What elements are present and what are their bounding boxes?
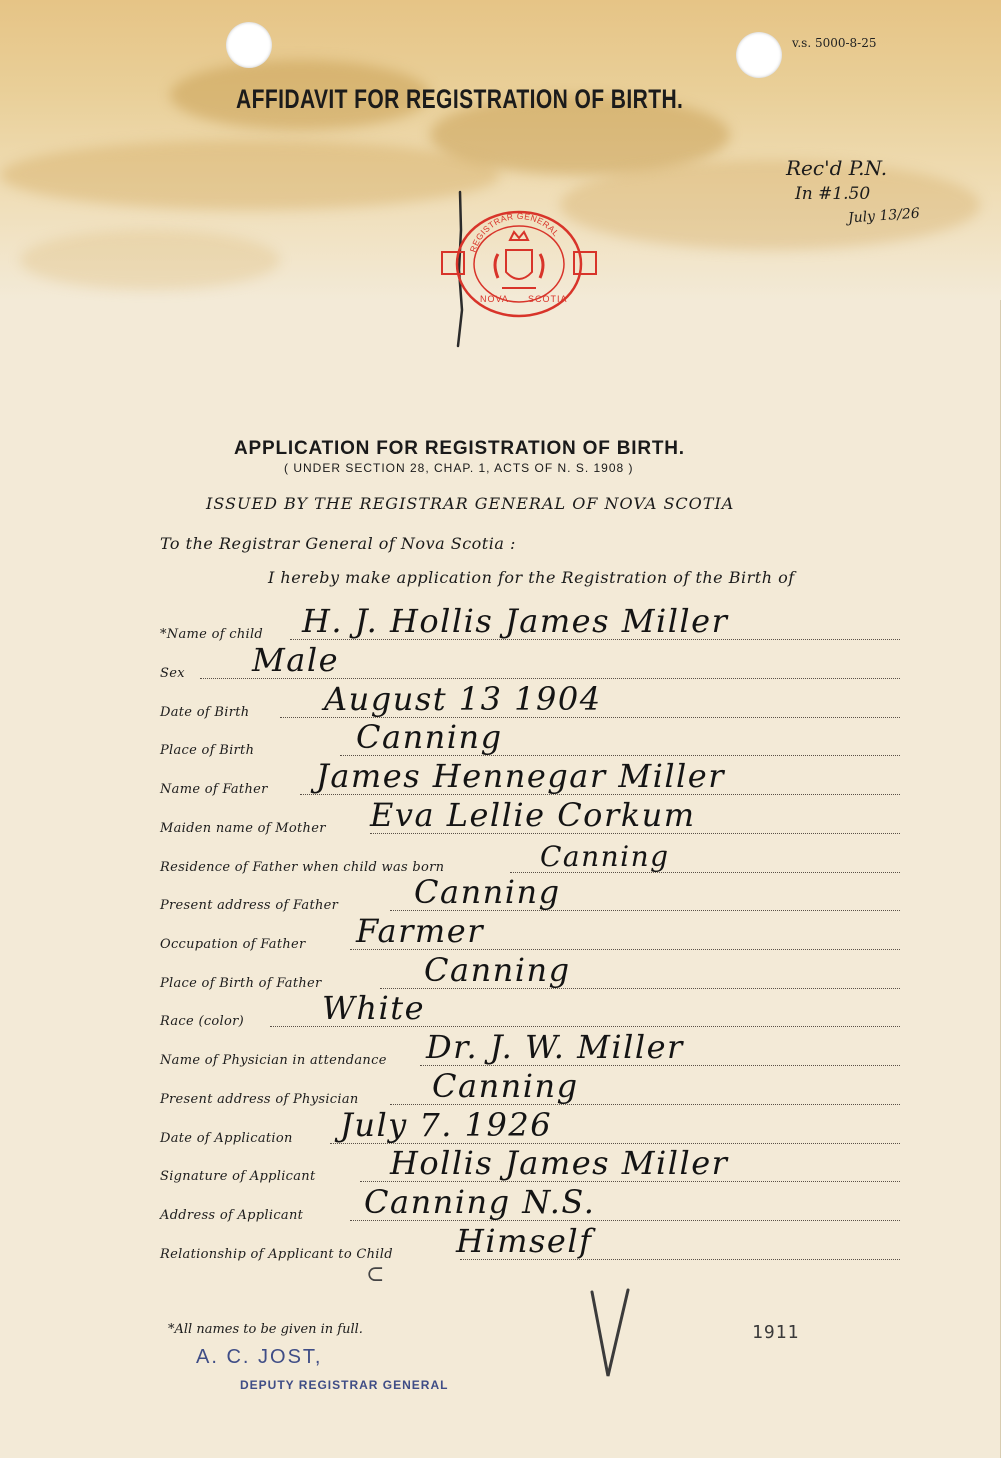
form-field-row: [160, 718, 900, 762]
field-label: Place of Birth of Father: [160, 976, 322, 991]
stamp-name: A. C. JOST,: [196, 1346, 323, 1368]
form-field-row: [160, 641, 900, 685]
handwritten-value: White: [322, 989, 426, 1027]
field-label: Signature of Applicant: [160, 1169, 316, 1184]
handwritten-value: Canning: [414, 873, 561, 911]
form-field-row: [160, 873, 900, 917]
stamp-title: DEPUTY REGISTRAR GENERAL: [240, 1378, 449, 1392]
form-field-row: [160, 1144, 900, 1188]
form-field-row: [160, 912, 900, 956]
form-field-row: [160, 1067, 900, 1111]
water-stain: [20, 230, 280, 290]
form-field-row: [160, 1028, 900, 1072]
margin-note-fee: In #1.50: [795, 184, 871, 204]
form-field-row: [160, 757, 900, 801]
affidavit-title: AFFIDAVIT FOR REGISTRATION OF BIRTH.: [236, 84, 684, 114]
punch-hole: [736, 32, 782, 78]
margin-note-date: July 13/26: [847, 205, 921, 227]
handwritten-value: Dr. J. W. Miller: [426, 1028, 684, 1066]
salutation: To the Registrar General of Nova Scotia :: [160, 534, 516, 553]
handwritten-value: Canning: [432, 1067, 579, 1105]
handwritten-value: Eva Lellie Corkum: [370, 796, 696, 834]
form-field-row: [160, 680, 900, 724]
field-label: *Name of child: [160, 627, 264, 642]
field-label: Present address of Physician: [160, 1092, 359, 1107]
handwritten-value: Canning: [424, 951, 571, 989]
document-number: 1911: [752, 1322, 800, 1343]
field-label: Address of Applicant: [160, 1208, 304, 1223]
field-label: Race (color): [160, 1014, 244, 1029]
handwritten-value: Hollis James Miller: [390, 1144, 729, 1182]
field-label: Date of Birth: [160, 705, 250, 720]
field-label: Relationship of Applicant to Child: [160, 1247, 393, 1262]
field-label: Occupation of Father: [160, 937, 306, 952]
issued-by-line: ISSUED BY THE REGISTRAR GENERAL OF NOVA SCOTIA: [206, 494, 735, 513]
handwritten-value: Farmer: [356, 912, 484, 950]
stray-pencil-mark: ⊂: [366, 1262, 385, 1287]
intro-text: I hereby make application for the Registration of the Birth of: [268, 568, 795, 587]
field-label: Name of Father: [160, 782, 268, 797]
seal-text-top: REGISTRAR GENERAL: [467, 210, 562, 254]
handwritten-value: July 7. 1926: [340, 1106, 553, 1144]
form-field-row: [160, 602, 900, 646]
handwritten-value: James Hennegar Miller: [316, 757, 726, 795]
handwritten-value: Canning: [540, 840, 670, 873]
field-label: Place of Birth: [160, 743, 255, 758]
check-mark: [588, 1286, 634, 1382]
handwritten-value: Canning: [356, 718, 503, 756]
seal-text-right: SCOTIA: [528, 294, 568, 304]
handwritten-value: Canning N.S.: [364, 1183, 596, 1221]
form-field-row: [160, 1183, 900, 1227]
form-field-row: [160, 989, 900, 1033]
field-label: Sex: [160, 666, 185, 681]
form-field-row: [160, 951, 900, 995]
handwritten-value: Male: [252, 641, 340, 679]
form-code: v.s. 5000-8-25: [792, 36, 877, 50]
form-field-row: [160, 1222, 900, 1266]
water-stain: [0, 140, 500, 210]
punch-hole: [226, 22, 272, 68]
field-label: Residence of Father when child was born: [160, 860, 445, 875]
margin-note-received: Rec'd P.N.: [786, 156, 888, 180]
handwritten-value: August 13 1904: [324, 680, 602, 718]
form-subheading: ( UNDER SECTION 28, CHAP. 1, ACTS OF N. S. 1908 ): [284, 461, 634, 475]
footnote: *All names to be given in full.: [168, 1322, 363, 1337]
handwritten-value: H. J. Hollis James Miller: [302, 602, 729, 640]
field-label: Maiden name of Mother: [160, 821, 326, 836]
field-label: Date of Application: [160, 1131, 293, 1146]
form-field-row: [160, 796, 900, 840]
form-heading: APPLICATION FOR REGISTRATION OF BIRTH.: [234, 438, 685, 459]
field-label: Present address of Father: [160, 898, 339, 913]
seal-text-left: NOVA: [480, 294, 509, 304]
field-label: Name of Physician in attendance: [160, 1053, 387, 1068]
handwritten-value: Himself: [456, 1222, 593, 1260]
registrar-seal: [436, 202, 601, 332]
